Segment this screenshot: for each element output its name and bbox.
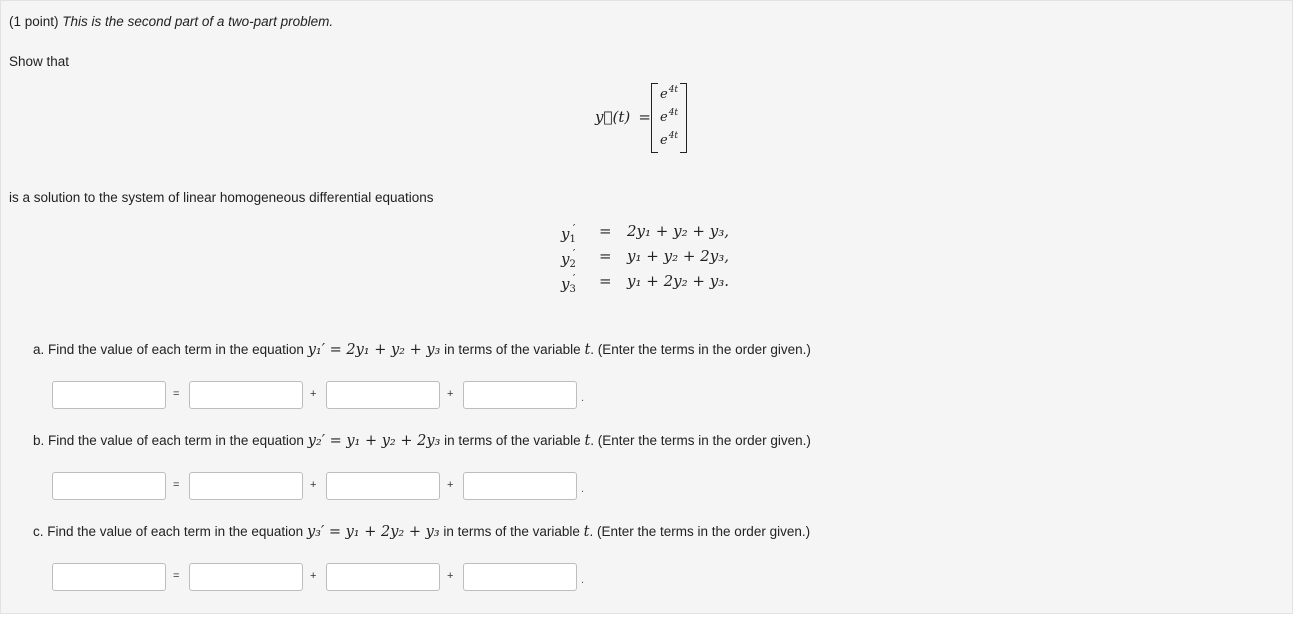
answer-b-term-3[interactable]: [326, 472, 440, 500]
plus-sign: +: [310, 388, 317, 400]
period: .: [581, 483, 585, 495]
plus-sign: +: [447, 570, 454, 582]
period: .: [581, 574, 585, 586]
system-equation-2: $y_2'$ = y₁ + y₂ + 2y₃,: [561, 247, 729, 270]
answer-row-c: [52, 563, 592, 593]
answer-c-term-2[interactable]: [189, 563, 303, 591]
plus-sign: +: [447, 479, 454, 491]
solution-description: is a solution to the system of linear homogeneous differential equations: [9, 190, 434, 205]
system-equation-1: $y_1'$ = 2y₁ + y₂ + y₃,: [561, 222, 729, 245]
vector-lhs: y⃗(t) =: [595, 108, 651, 126]
matrix-entry: $e^{4t}$: [660, 108, 679, 125]
matrix-entry: $e^{4t}$: [660, 85, 679, 102]
equals-sign: =: [173, 388, 180, 400]
answer-row-b: [52, 472, 592, 502]
equals-sign: =: [173, 570, 180, 582]
period: .: [581, 392, 585, 404]
answer-a-term-3[interactable]: [326, 381, 440, 409]
answer-b-term-2[interactable]: [189, 472, 303, 500]
answer-c-term-1[interactable]: [52, 563, 166, 591]
question-b: b. Find the value of each term in the equation y₂′ = y₁ + y₂ + 2y₃ in terms of the variable t. (Enter the terms in the order given.): [33, 433, 811, 449]
answer-c-term-4[interactable]: [463, 563, 577, 591]
plus-sign: +: [310, 479, 317, 491]
problem-header: [9, 14, 333, 29]
question-c: c. Find the value of each term in the equation y₃′ = y₁ + 2y₂ + y₃ in terms of the variable t. (Enter the terms in the order given.): [33, 524, 811, 540]
column-matrix: [651, 83, 687, 153]
question-b-equation: y₂′ = y₁ + y₂ + 2y₃: [307, 433, 441, 449]
question-c-equation: y₃′ = y₁ + 2y₂ + y₃: [306, 524, 440, 540]
show-that-text: Show that: [9, 54, 70, 69]
left-bracket: [651, 83, 658, 153]
answer-b-term-4[interactable]: [463, 472, 577, 500]
question-a: a. Find the value of each term in the equation y₁′ = 2y₁ + y₂ + y₃ in terms of the variable t. (Enter the terms in the order given.): [33, 342, 811, 358]
right-bracket: [680, 83, 687, 153]
part-note: This is the second part of a two-part problem.: [62, 14, 334, 29]
answer-row-a: [52, 381, 592, 411]
plus-sign: +: [447, 388, 454, 400]
system-equation-3: $y_3'$ = y₁ + 2y₂ + y₃.: [561, 272, 729, 295]
answer-c-term-3[interactable]: [326, 563, 440, 591]
point-label: (1 point): [9, 14, 59, 29]
question-a-equation: y₁′ = 2y₁ + y₂ + y₃: [307, 342, 441, 358]
equals-sign: =: [173, 479, 180, 491]
answer-a-term-2[interactable]: [189, 381, 303, 409]
answer-a-term-1[interactable]: [52, 381, 166, 409]
solution-vector: [595, 83, 705, 153]
answer-b-term-1[interactable]: [52, 472, 166, 500]
answer-a-term-4[interactable]: [463, 381, 577, 409]
matrix-entry: $e^{4t}$: [660, 131, 679, 148]
plus-sign: +: [310, 570, 317, 582]
